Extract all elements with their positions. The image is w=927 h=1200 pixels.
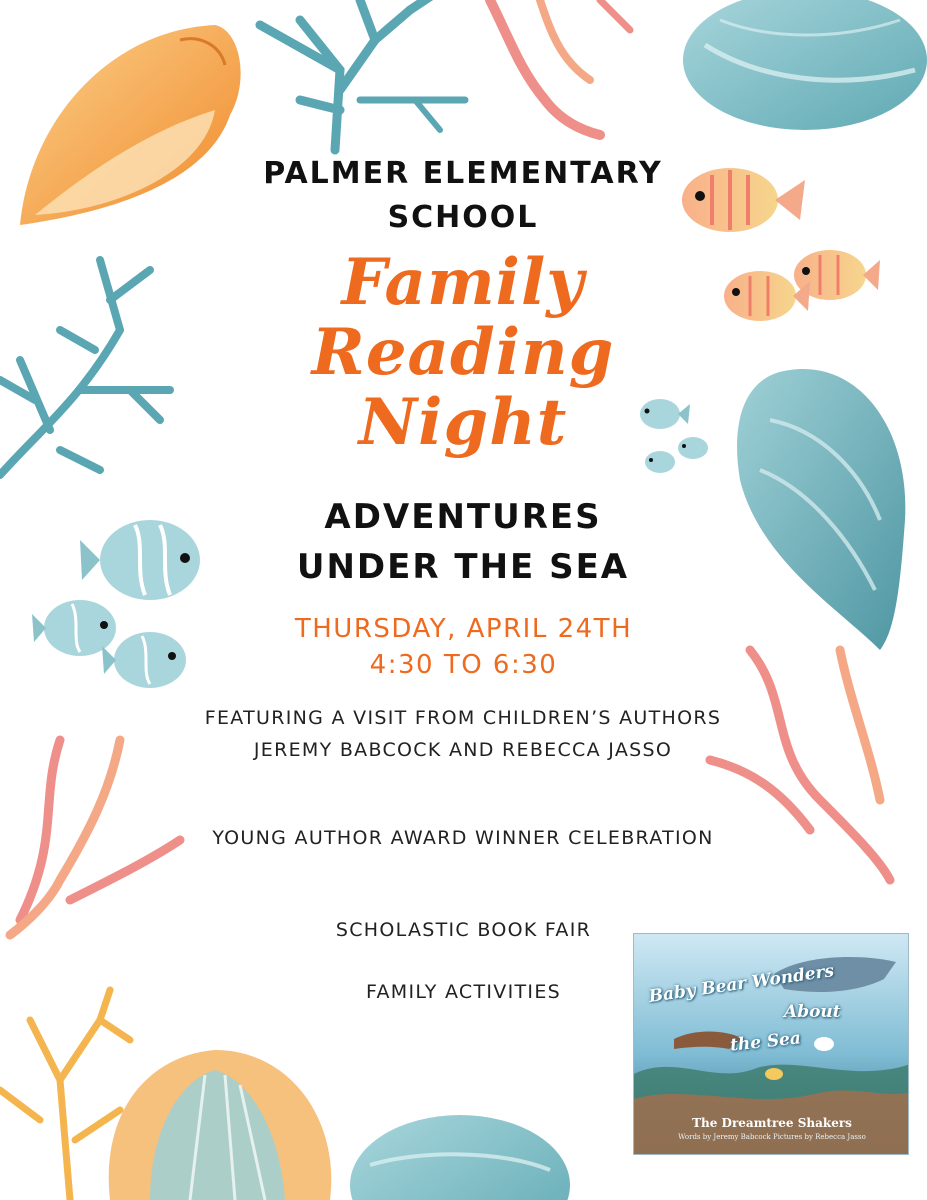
school-name: PALMER ELEMENTARY SCHOOL bbox=[263, 156, 663, 235]
sea-stone-icon bbox=[350, 1115, 570, 1200]
seaweed-icon bbox=[10, 740, 180, 935]
tropical-fish-icon bbox=[682, 168, 805, 232]
feature-book-fair: SCHOLASTIC BOOK FAIR bbox=[335, 919, 592, 941]
tropical-fish-icon bbox=[80, 520, 200, 600]
conch-shell-icon bbox=[20, 25, 241, 225]
tropical-fish-icon bbox=[645, 451, 675, 473]
scallop-shell-icon bbox=[109, 1050, 332, 1200]
event-theme: ADVENTURES UNDER THE SEA bbox=[296, 497, 630, 587]
book-byline: The Dreamtree Shakers bbox=[692, 1116, 852, 1130]
feature-family-activities: FAMILY ACTIVITIES bbox=[365, 981, 561, 1003]
book-title-line3: the Sea bbox=[729, 1028, 802, 1056]
coral-icon bbox=[0, 260, 170, 475]
feature-young-author-award: YOUNG AUTHOR AWARD WINNER CELEBRATION bbox=[212, 827, 714, 849]
seaweed-icon bbox=[490, 0, 630, 135]
coral-icon bbox=[260, 0, 465, 150]
fish-icon bbox=[765, 1068, 783, 1080]
feature-author-visit: FEATURING A VISIT FROM CHILDREN’S AUTHORS JEREMY BABCOCK AND REBECCA JASSO bbox=[204, 707, 722, 761]
book-title-line1: Baby Bear Wonders bbox=[647, 961, 836, 1007]
book-cover-image bbox=[633, 933, 909, 1155]
spiral-shell-icon bbox=[737, 369, 905, 650]
event-date: THURSDAY, APRIL 24TH bbox=[294, 614, 633, 644]
book-credits: Words by Jeremy Babcock Pictures by Rebecca Jasso bbox=[678, 1133, 866, 1141]
fish-icon bbox=[814, 1037, 834, 1051]
sea-stone-icon bbox=[683, 0, 927, 130]
tropical-fish-icon bbox=[640, 399, 690, 429]
event-title-text: Family Reading Night bbox=[311, 245, 615, 460]
book-title-line2: About bbox=[784, 1002, 841, 1022]
event-time: 4:30 TO 6:30 bbox=[369, 650, 558, 680]
tropical-fish-icon bbox=[678, 437, 708, 459]
event-title bbox=[283, 245, 643, 460]
